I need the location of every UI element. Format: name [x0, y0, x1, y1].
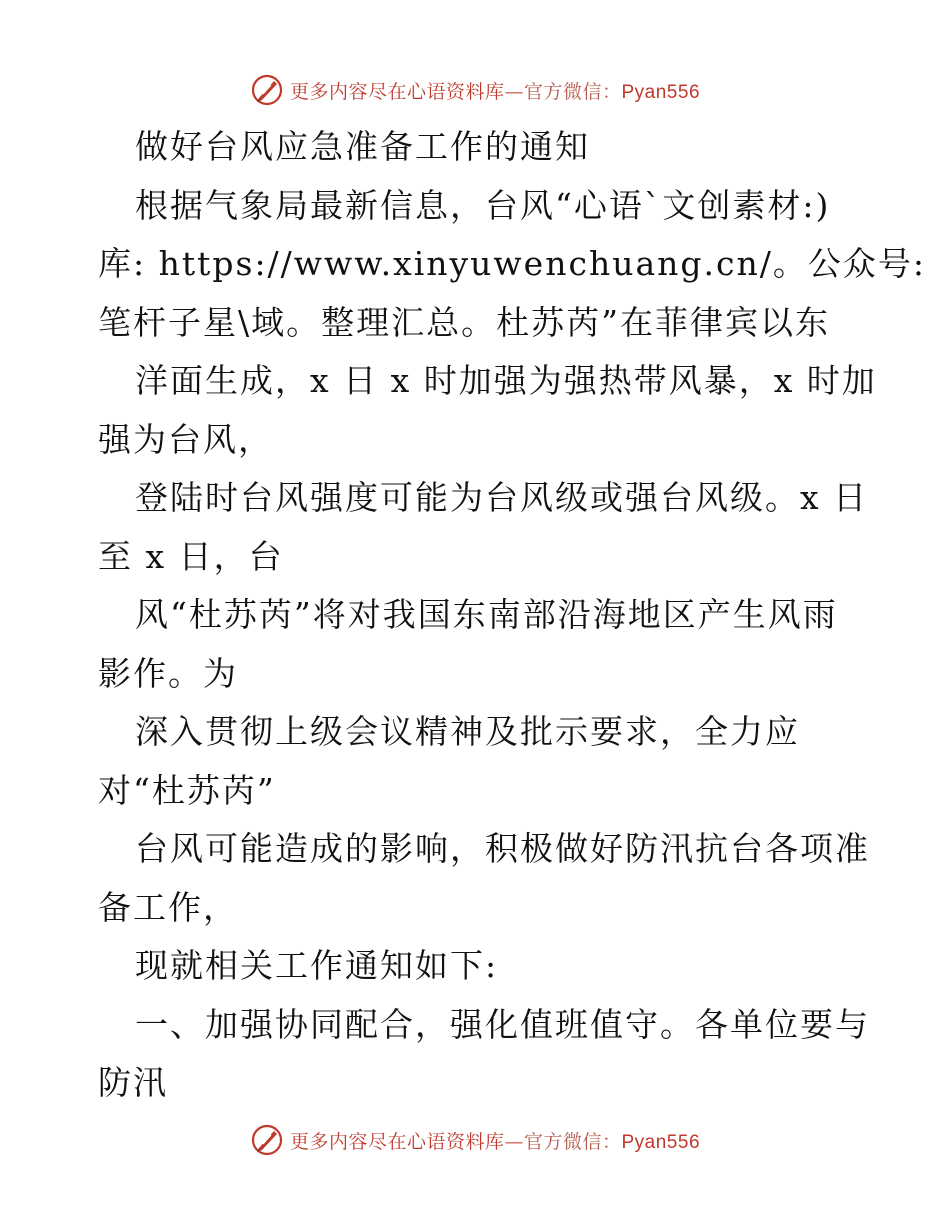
watermark-header	[0, 70, 950, 110]
quill-pen-logo-icon	[250, 1123, 284, 1157]
watermark-separator: —	[504, 1130, 524, 1153]
doc-line: 库: https://www.xinyuwenchuang.cn/。公众号:	[98, 244, 926, 283]
watermark-site-text: 更多内容尽在心语资料库	[289, 1130, 505, 1153]
doc-line: 登陆时台风强度可能为台风级或强台风级。x 日	[135, 478, 869, 517]
doc-line: 影作。为	[98, 653, 238, 693]
doc-line: 对“杜苏芮”	[98, 770, 276, 810]
watermark-separator: —	[504, 80, 524, 103]
doc-line: 风“杜苏芮”将对我国东南部沿海地区产生风雨	[135, 595, 838, 634]
doc-line: 洋面生成，x 日 x 时加强为强热带风暴，x 时加	[135, 361, 877, 400]
watermark-text	[290, 1127, 700, 1154]
watermark-wechat-label: 官方微信：	[523, 80, 622, 103]
watermark-text	[290, 77, 700, 104]
watermark-footer	[0, 1120, 950, 1160]
doc-title-line: 做好台风应急准备工作的通知	[135, 127, 590, 166]
doc-line: 备工作，	[98, 887, 238, 927]
doc-line: 一、加强协同配合，强化值班值守。各单位要与	[135, 1004, 870, 1044]
doc-line: 深入贯彻上级会议精神及批示要求，全力应	[135, 712, 800, 751]
watermark-site-text: 更多内容尽在心语资料库	[289, 80, 505, 103]
document-body	[98, 118, 926, 1113]
doc-line: 现就相关工作通知如下:	[135, 946, 499, 985]
watermark-wechat-id: Pyan556	[621, 81, 701, 103]
doc-line: 台风可能造成的影响，积极做好防汛抗台各项准	[135, 829, 870, 868]
doc-line: 至 x 日，台	[98, 536, 284, 576]
quill-pen-logo-icon	[250, 73, 284, 107]
watermark-wechat-id: Pyan556	[621, 1131, 701, 1153]
watermark-wechat-label: 官方微信：	[523, 1130, 622, 1153]
doc-line: 强为台风，	[98, 419, 273, 459]
doc-line: 笔杆子星\域。整理汇总。杜苏芮”在菲律宾以东	[98, 302, 830, 342]
doc-line: 防汛	[98, 1063, 168, 1102]
doc-line: 根据气象局最新信息，台风“心语`文创素材:)	[135, 185, 831, 225]
